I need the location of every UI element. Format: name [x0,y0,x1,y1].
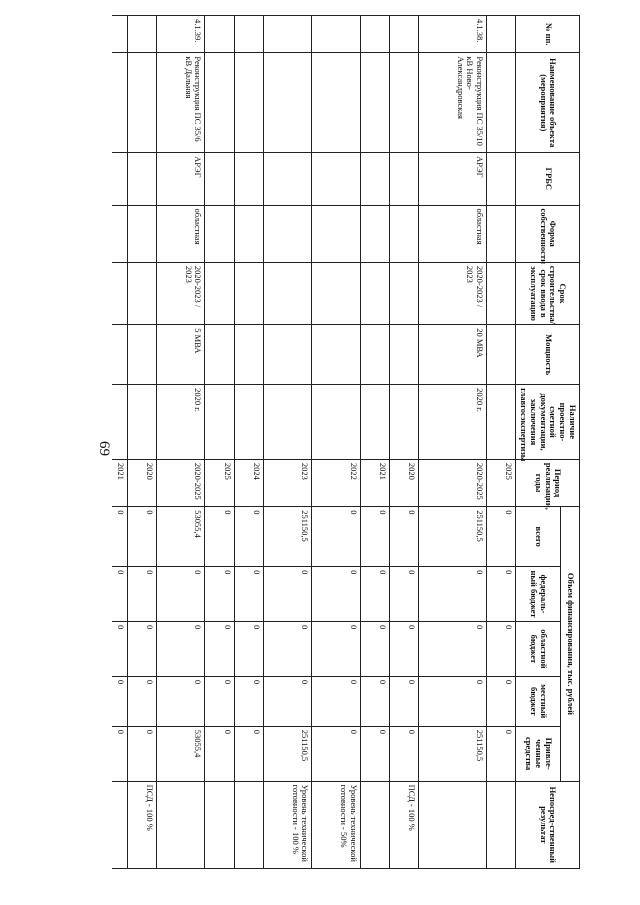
header-num: № пп. [516,16,580,53]
cell-federal: 0 [487,567,516,622]
table-row [205,16,234,869]
cell-total: 0 [487,507,516,567]
cell-ownership [112,205,127,262]
cell-period: 2024 [234,459,263,506]
cell-local: 0 [487,676,516,726]
cell-grbs [205,153,234,205]
cell-local: 0 [419,676,487,726]
cell-regional: 0 [390,621,419,676]
cell-term [127,262,156,324]
header-period: Период реализации, годы [516,459,580,506]
cell-psd [360,385,389,460]
cell-result [156,781,205,868]
cell-local: 0 [263,676,312,726]
header-local: местный бюджет [516,676,560,726]
cell-attracted: 0 [312,726,361,781]
cell-regional: 0 [234,621,263,676]
cell-psd [127,385,156,460]
cell-grbs [360,153,389,205]
cell-federal: 0 [360,567,389,622]
table-row [390,16,419,869]
table-row [487,16,516,869]
cell-capacity [205,325,234,385]
header-regional: областной бюджет [516,621,560,676]
cell-federal: 0 [312,567,361,622]
cell-federal: 0 [234,567,263,622]
cell-name [390,53,419,153]
cell-term [234,262,263,324]
cell-term [487,262,516,324]
cell-psd [234,385,263,460]
cell-federal: 0 [390,567,419,622]
cell-total: 0 [312,507,361,567]
cell-grbs [234,153,263,205]
cell-total: 0 [390,507,419,567]
cell-grbs [390,153,419,205]
cell-num [234,16,263,53]
cell-name [112,53,127,153]
cell-grbs: АРЭГ [156,153,205,205]
cell-period: 2021 [360,459,389,506]
cell-total: 251150,5 [263,507,312,567]
cell-local: 0 [112,676,127,726]
cell-attracted: 53055,4 [156,726,205,781]
cell-name [263,53,312,153]
cell-ownership [205,205,234,262]
cell-capacity [127,325,156,385]
cell-capacity [312,325,361,385]
cell-total: 251150,5 [419,507,487,567]
cell-term: 2020-2023 / 2023 [419,262,487,324]
cell-psd [390,385,419,460]
page-number: 69 [96,441,112,456]
cell-federal: 0 [205,567,234,622]
cell-total: 0 [360,507,389,567]
cell-ownership [312,205,361,262]
cell-name [360,53,389,153]
cell-psd [312,385,361,460]
header-term: Срок строительства/ срок ввода в эксплуатацию [516,262,580,324]
cell-attracted: 0 [127,726,156,781]
cell-ownership [390,205,419,262]
cell-federal: 0 [127,567,156,622]
cell-num [360,16,389,53]
cell-total: 53055,4 [156,507,205,567]
table-body [112,16,516,869]
cell-psd [487,385,516,460]
cell-name: Реконструкция ПС 35/10 кВ Ново-Александровская [419,53,487,153]
cell-result [360,781,389,868]
cell-local: 0 [390,676,419,726]
cell-period: 2025 [205,459,234,506]
table-row [263,16,312,869]
cell-name [312,53,361,153]
cell-total: 0 [127,507,156,567]
cell-period: 2020 [390,459,419,506]
cell-term [312,262,361,324]
cell-attracted: 0 [487,726,516,781]
cell-term: 2020-2023 / 2023 [156,262,205,324]
header-funding-group: Объем финансирования, тыс. рублей [560,507,579,781]
cell-num [312,16,361,53]
cell-grbs [263,153,312,205]
cell-period: 2021 [112,459,127,506]
cell-total: 0 [205,507,234,567]
cell-num [205,16,234,53]
cell-capacity [360,325,389,385]
cell-federal: 0 [156,567,205,622]
cell-regional: 0 [156,621,205,676]
cell-result: ПСД - 100 % [390,781,419,868]
cell-num [487,16,516,53]
cell-attracted: 0 [112,726,127,781]
cell-regional: 0 [419,621,487,676]
cell-attracted: 251150,5 [263,726,312,781]
cell-ownership [263,205,312,262]
cell-result [234,781,263,868]
header-result: Непосред-ственный результат [516,781,580,868]
cell-period: 2025 [487,459,516,506]
cell-name [487,53,516,153]
cell-regional: 0 [205,621,234,676]
cell-result: ПСД - 100 % [127,781,156,868]
table-landscape [112,15,580,869]
cell-period: 2022 [312,459,361,506]
cell-capacity [487,325,516,385]
cell-capacity [263,325,312,385]
cell-name [205,53,234,153]
cell-attracted: 0 [360,726,389,781]
cell-name [127,53,156,153]
cell-psd [205,385,234,460]
cell-term [112,262,127,324]
cell-capacity [112,325,127,385]
header-name: Наименование объекта (мероприятия) [516,53,580,153]
cell-ownership [487,205,516,262]
cell-result [205,781,234,868]
cell-local: 0 [234,676,263,726]
cell-ownership [234,205,263,262]
cell-grbs [487,153,516,205]
cell-local: 0 [312,676,361,726]
cell-num: 4.1.38. [419,16,487,53]
cell-name: Реконструкция ПС 35/6 кВ Дальняя [156,53,205,153]
cell-result [112,781,127,868]
table-row [360,16,389,869]
rotated-table-area [112,15,580,869]
cell-term [390,262,419,324]
table-row [156,16,205,869]
cell-attracted: 0 [205,726,234,781]
cell-period: 2023 [263,459,312,506]
cell-num [112,16,127,53]
header-total: всего [516,507,560,567]
header-grbs: ГРБС [516,153,580,205]
cell-psd: 2020 г. [156,385,205,460]
cell-period: 2020-2025 [156,459,205,506]
cell-result [487,781,516,868]
cell-period: 2020 [127,459,156,506]
cell-num [127,16,156,53]
table-row [112,16,127,869]
cell-attracted: 0 [390,726,419,781]
header-attracted: Привле-ченные средства [516,726,560,781]
cell-num [390,16,419,53]
header-capacity: Мощность [516,325,580,385]
cell-ownership: областная [419,205,487,262]
header-row-1 [560,16,579,869]
cell-regional: 0 [360,621,389,676]
cell-regional: 0 [487,621,516,676]
cell-federal: 0 [419,567,487,622]
cell-term [263,262,312,324]
cell-capacity: 20 МВА [419,325,487,385]
cell-regional: 0 [112,621,127,676]
cell-capacity: 5 МВА [156,325,205,385]
table-row [312,16,361,869]
cell-num: 4.1.39. [156,16,205,53]
cell-ownership [127,205,156,262]
cell-local: 0 [156,676,205,726]
header-ownership: Форма собственности [516,205,580,262]
cell-result: Уровень технической готовности - 50% [312,781,361,868]
cell-attracted: 251150,5 [419,726,487,781]
cell-term [360,262,389,324]
cell-psd: 2020 г. [419,385,487,460]
cell-ownership: областная [156,205,205,262]
cell-regional: 0 [312,621,361,676]
cell-federal: 0 [263,567,312,622]
table-row [127,16,156,869]
cell-total: 0 [234,507,263,567]
cell-local: 0 [127,676,156,726]
cell-period: 2020-2025 [419,459,487,506]
table-row [234,16,263,869]
cell-psd [263,385,312,460]
cell-psd [112,385,127,460]
cell-federal: 0 [112,567,127,622]
cell-result: Уровень технической готовности - 100 % [263,781,312,868]
cell-term [205,262,234,324]
cell-num [263,16,312,53]
cell-grbs [112,153,127,205]
cell-local: 0 [360,676,389,726]
cell-ownership [360,205,389,262]
cell-local: 0 [205,676,234,726]
cell-regional: 0 [263,621,312,676]
cell-regional: 0 [127,621,156,676]
cell-attracted: 0 [234,726,263,781]
table-row [419,16,487,869]
header-federal: федераль-ный бюджет [516,567,560,622]
funding-table [112,15,580,869]
cell-total: 0 [112,507,127,567]
cell-grbs [127,153,156,205]
cell-capacity [234,325,263,385]
cell-result [419,781,487,868]
cell-name [234,53,263,153]
header-psd: Наличие проектно-сметной документации, заключения главгосэкспертизы [516,385,580,460]
cell-capacity [390,325,419,385]
cell-grbs: АРЭГ [419,153,487,205]
cell-grbs [312,153,361,205]
